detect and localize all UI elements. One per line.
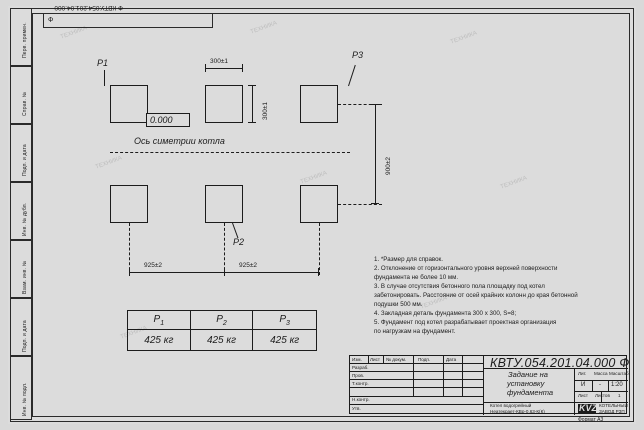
elevation-value: 0.000 [150, 115, 173, 125]
dim-tick [318, 268, 319, 276]
pad-bottom-right [300, 185, 338, 223]
company-logo: KVZR [579, 403, 604, 413]
dim-tick [248, 122, 256, 123]
company-line: КОТЕЛЬНЫЙ [599, 403, 628, 408]
tb-subtitle-line: Неатекрает-КВр-0,63-К(К) [490, 409, 545, 414]
load-table-value: 425 кг [253, 330, 317, 351]
dim-right-vertical: 900±2 [385, 156, 392, 175]
left-strip-label: Инв. № дубл. [22, 202, 28, 236]
tb-role: Утв. [352, 406, 361, 411]
note-line: 4. Закладная деталь фундамента 300 х 300, S=8; [374, 310, 517, 317]
tb-scale-value: 1:20 [611, 382, 623, 388]
left-strip-label: Инв. № подл. [22, 382, 28, 416]
left-stamp-cell [10, 124, 32, 182]
title-block [349, 355, 630, 414]
tb-role: Пров. [352, 373, 365, 378]
tb-role: Разраб. [352, 365, 369, 370]
note-line: по нагрузкам на фундамент. [374, 328, 456, 335]
note-line: подушки 500 мм. [374, 301, 423, 308]
note-line: 3. В случае отсутствия бетонного пола площадку под котел [374, 283, 545, 290]
dim-tick [129, 268, 130, 276]
format-label: Формат A3 [578, 417, 604, 423]
tb-title-line: установку [507, 379, 545, 388]
watermark: ТЕХНИКА [449, 30, 478, 46]
dim-tick [371, 104, 379, 105]
load-header-symbol: P [153, 313, 161, 325]
watermark: ТЕХНИКА [249, 20, 278, 36]
watermark: ТЕХНИКА [59, 25, 88, 41]
top-designation-prefix: Ф [48, 17, 54, 24]
tb-role: Т.контр. [352, 381, 369, 386]
tb-designation: КВТУ.054.201.04.000 Ф [490, 356, 630, 370]
watermark: ТЕХНИКА [299, 170, 328, 186]
dim-tick [371, 203, 379, 204]
note-line: 5. Фундамент под котел разрабатывает проектная организация [374, 319, 557, 326]
tb-col-header: Масса [594, 371, 608, 376]
dim-top-horizontal: 300±1 [210, 58, 229, 65]
load-table-value: 425 кг [128, 330, 191, 351]
dim-top-vertical: 300±1 [262, 101, 269, 120]
dim-tick [224, 268, 225, 276]
tb-grid-header: Подп. [418, 357, 431, 362]
leader-p1 [104, 70, 105, 86]
load-header-index: 1 [160, 319, 165, 327]
top-designation-box [43, 13, 213, 28]
left-stamp-cell [10, 298, 32, 356]
tb-title-line: Задание на [508, 370, 548, 379]
dim-line-right-v [375, 104, 376, 204]
tb-grid-header: № докум. [386, 357, 407, 362]
tb-role: Н.контр. [352, 397, 370, 402]
left-strip-label: Перв. примен. [22, 22, 28, 58]
pad-top-middle [205, 85, 243, 123]
tb-sheets-label: Листов [595, 393, 610, 398]
tb-col-header: Масштаб [609, 371, 629, 376]
top-designation-text: Ф КВТУ.054.201.04.000 [54, 4, 123, 11]
ext-line [338, 204, 382, 205]
ext-line [319, 223, 320, 275]
watermark: ТЕХНИКА [94, 155, 123, 171]
watermark: ТЕХНИКА [119, 325, 148, 341]
left-stamp-cell [10, 8, 32, 66]
note-line: фундамента не более 10 мм. [374, 274, 459, 281]
dim-bottom-right: 925±2 [239, 262, 258, 269]
note-line: забетонировать. Расстояние от осей крайних колонн до края бетонной [374, 292, 578, 299]
tb-col-header: Лит. [578, 371, 587, 376]
dim-tick [242, 64, 243, 72]
tb-mass-value: - [599, 382, 601, 388]
load-table-value: 425 кг [190, 330, 253, 351]
load-table-header [253, 311, 317, 330]
left-strip-label: Справ. № [22, 91, 28, 116]
symmetry-axis-line [110, 152, 350, 153]
pad-p3 [300, 85, 338, 123]
load-table-header [190, 311, 253, 330]
watermark: ТЕХНИКА [419, 295, 448, 311]
label-p2: P2 [233, 237, 245, 247]
dim-line-top-v [252, 85, 253, 123]
left-stamp-cell [10, 66, 32, 124]
left-strip-label: Взам. инв. № [22, 260, 28, 294]
symmetry-axis-label: Ось симетрии котла [134, 136, 225, 146]
left-strip-label: Подп. и дата [22, 320, 28, 352]
dim-tick [205, 64, 206, 72]
watermark: ТЕХНИКА [499, 175, 528, 191]
load-table [127, 310, 317, 351]
pad-p2 [205, 185, 243, 223]
notes-block [374, 255, 604, 336]
load-table-header [128, 311, 191, 330]
load-header-index: 3 [286, 319, 290, 327]
dim-bottom-left: 925±2 [144, 262, 163, 269]
tb-grid-header: Дата [446, 357, 457, 362]
dim-line-top-h [205, 68, 243, 69]
left-strip-label: Подп. и дата [22, 144, 28, 176]
pad-bottom-left [110, 185, 148, 223]
left-stamp-cell [10, 182, 32, 240]
label-p1: P1 [97, 58, 109, 68]
note-line: 1. *Размер для справок. [374, 256, 443, 263]
load-header-symbol: P [279, 313, 287, 325]
left-stamp-cell [10, 240, 32, 298]
label-p3: P3 [352, 50, 364, 60]
load-header-index: 2 [222, 319, 227, 327]
tb-lit-value: И [581, 382, 586, 388]
left-stamp-cell [10, 356, 32, 420]
load-header-symbol: P [216, 313, 223, 325]
pad-p1 [110, 85, 148, 123]
dim-tick [248, 85, 256, 86]
company-line: ЗАВОД РЗП [599, 409, 625, 414]
tb-sheets-value: 1 [618, 393, 621, 398]
tb-sheet-label: Лист [578, 393, 588, 398]
tb-title-line: фундамента [507, 388, 554, 397]
note-line: 2. Отклонение от горизонтального уровня верхней поверхности [374, 265, 558, 272]
tb-grid-header: Лист [370, 357, 380, 362]
tb-grid-header: Изм. [352, 357, 362, 362]
tb-subtitle-line: Котел водогрейный [490, 403, 532, 408]
